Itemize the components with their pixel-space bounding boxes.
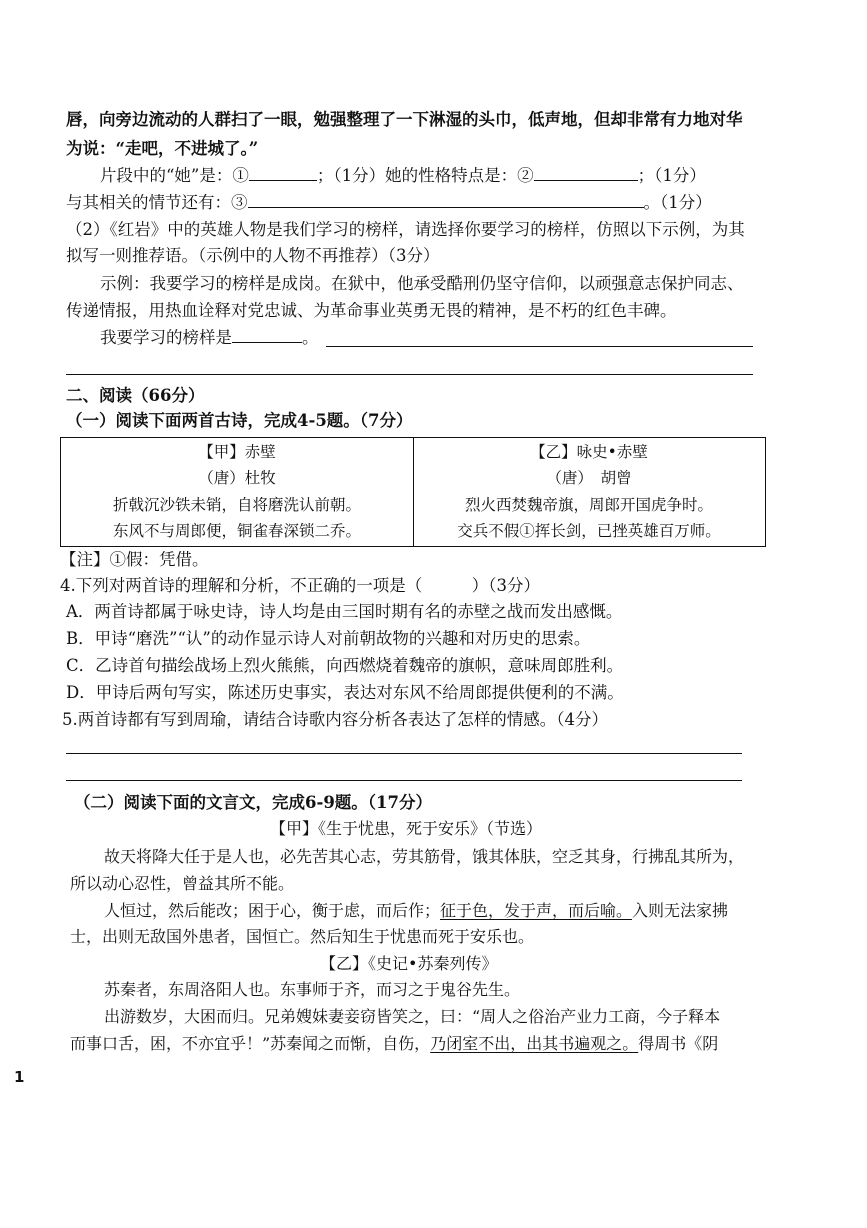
question-1-line-2 [66,191,712,215]
subsection-title: （二）阅读下面的文言文，完成6-9题。（17分） [74,793,433,812]
passage-line-2: 为说：“走吧，不进城了。” [66,139,259,158]
passage-jia-p2-l2: 士，出则无敌国外患者，国恒亡。然后知生于忧患而死于安乐也。 [70,927,535,946]
question-1-prompt-d: 与其相关的情节还有：③ [66,193,248,212]
poem-yi-title: 【乙】咏史•赤壁 [530,443,648,461]
question-2-answer-line [100,326,319,350]
option-b[interactable]: B．甲诗“磨洗”“认”的动作显示诗人对前朝故物的兴趣和对历史的思索。 [66,629,591,648]
poem-jia-author: （唐）杜牧 [198,469,276,487]
passage-jia-p1-l2: 所以动心忍性，曾益其所不能。 [70,874,295,893]
passage-text: 入则无法家拂 [632,901,729,920]
page-number: 1 [14,1068,25,1086]
question-4-stem-a: 4.下列对两首诗的理解和分析， [60,576,291,595]
answer-blank-2[interactable] [534,164,638,181]
passage-text: 得周书《阴 [638,1034,719,1053]
question-4-stem-b: 的一项是（ ）（3分） [339,576,540,595]
example-line-2: 传递情报，用热血诠释对党忠诚、为革命事业英勇无畏的精神，是不朽的红色丰碑。 [66,301,677,320]
option-c[interactable]: C．乙诗首句描绘战场上烈火熊熊，向西燃烧着魏帝的旗帜，意味周郎胜利。 [66,656,624,675]
example-line-1: 示例：我要学习的榜样是成岗。在狱中，他承受酷刑仍坚守信仰，以顽强意志保护同志、 [100,274,744,293]
answer-line[interactable] [66,374,753,375]
poem-jia-line-2: 东风不与周郎便，铜雀春深锁二乔。 [112,522,361,540]
answer-prompt-end: 。 [302,328,319,347]
question-2-line-1: （2）《红岩》中的英雄人物是我们学习的榜样，请选择你要学习的榜样，仿照以下示例，为其 [66,220,745,239]
poem-yi-author: （唐） 胡曾 [546,469,632,487]
question-1-prompt-b: ；（1分）她的性格特点是：② [316,166,534,185]
answer-blank-3[interactable] [248,191,644,208]
poem-yi-line-2: 交兵不假①挥长剑，已挫英雄百万师。 [457,522,721,540]
poem-jia-line-1: 折戟沉沙铁未销，自将磨洗认前朝。 [112,496,361,514]
question-1-prompt-e: 。（1分） [643,193,712,212]
subsection-title: （一）阅读下面两首古诗，完成4-5题。（7分） [66,411,413,430]
emphasis-text: 不正确 [290,576,340,595]
answer-blank-1[interactable] [249,164,317,181]
answer-line[interactable] [326,346,753,347]
question-2-line-2: 拟写一则推荐语。（示例中的人物不再推荐）（3分） [66,246,440,265]
answer-line[interactable] [66,753,742,754]
passage-text: 而事口舌，困，不亦宜乎！”苏秦闻之而惭，自伤， [70,1034,431,1053]
passage-text: 人恒过，然后能改；困于心，衡于虑，而后作； [104,901,441,920]
underlined-sentence: 征于色，发于声，而后喻。 [440,901,633,920]
poem-note: 【注】①假：凭借。 [60,550,209,569]
question-4-stem [60,574,540,598]
option-d[interactable]: D．甲诗后两句写实，陈述历史事实，表达对东风不给周郎提供便利的不满。 [66,683,624,702]
passage-yi-p1: 苏秦者，东周洛阳人也。东事师于齐，而习之于鬼谷先生。 [104,980,521,999]
question-1-prompt-a: 片段中的“她”是：① [100,166,249,185]
question-5: 5.两首诗都有写到周瑜，请结合诗歌内容分析各表达了怎样的情感。（4分） [62,710,608,729]
passage-jia-title: 【甲】《生于忧患，死于安乐》（节选） [270,819,543,838]
passage-yi-p2-l2 [70,1032,718,1056]
section-title: 二、阅读（66分） [66,386,205,405]
question-1-prompt-c: ；（1分） [637,166,706,185]
poem-jia-title: 【甲】赤壁 [198,443,276,461]
answer-prompt: 我要学习的榜样是 [100,328,232,347]
passage-line-1: 唇，向旁边流动的人群扫了一眼，勉强整理了一下淋湿的头巾，低声地，但却非常有力地对华 [66,110,743,129]
passage-yi-p2-l1: 出游数岁，大困而归。兄弟嫂妹妻妾窃皆笑之，曰：“周人之俗治产业力工商，今子释本 [104,1007,721,1026]
underlined-sentence: 乃闭室不出，出其书遍观之。 [430,1034,639,1053]
passage-yi-title: 【乙】《史记•苏秦列传》 [320,954,498,973]
poem-yi-line-1: 烈火西焚魏帝旗，周郎开国虎争时。 [464,496,713,514]
passage-jia-p1-l1: 故天将降大任于是人也，必先苦其心志，劳其筋骨，饿其体肤，空乏其身，行拂乱其所为， [104,847,745,866]
question-1-line [100,164,706,188]
option-a[interactable]: A．两首诗都属于咏史诗，诗人均是由三国时期有名的赤壁之战而发出感慨。 [66,602,623,621]
poem-table [60,437,766,547]
answer-line[interactable] [66,780,742,781]
passage-jia-p2-l1 [104,899,728,923]
answer-blank-4[interactable] [232,326,302,343]
